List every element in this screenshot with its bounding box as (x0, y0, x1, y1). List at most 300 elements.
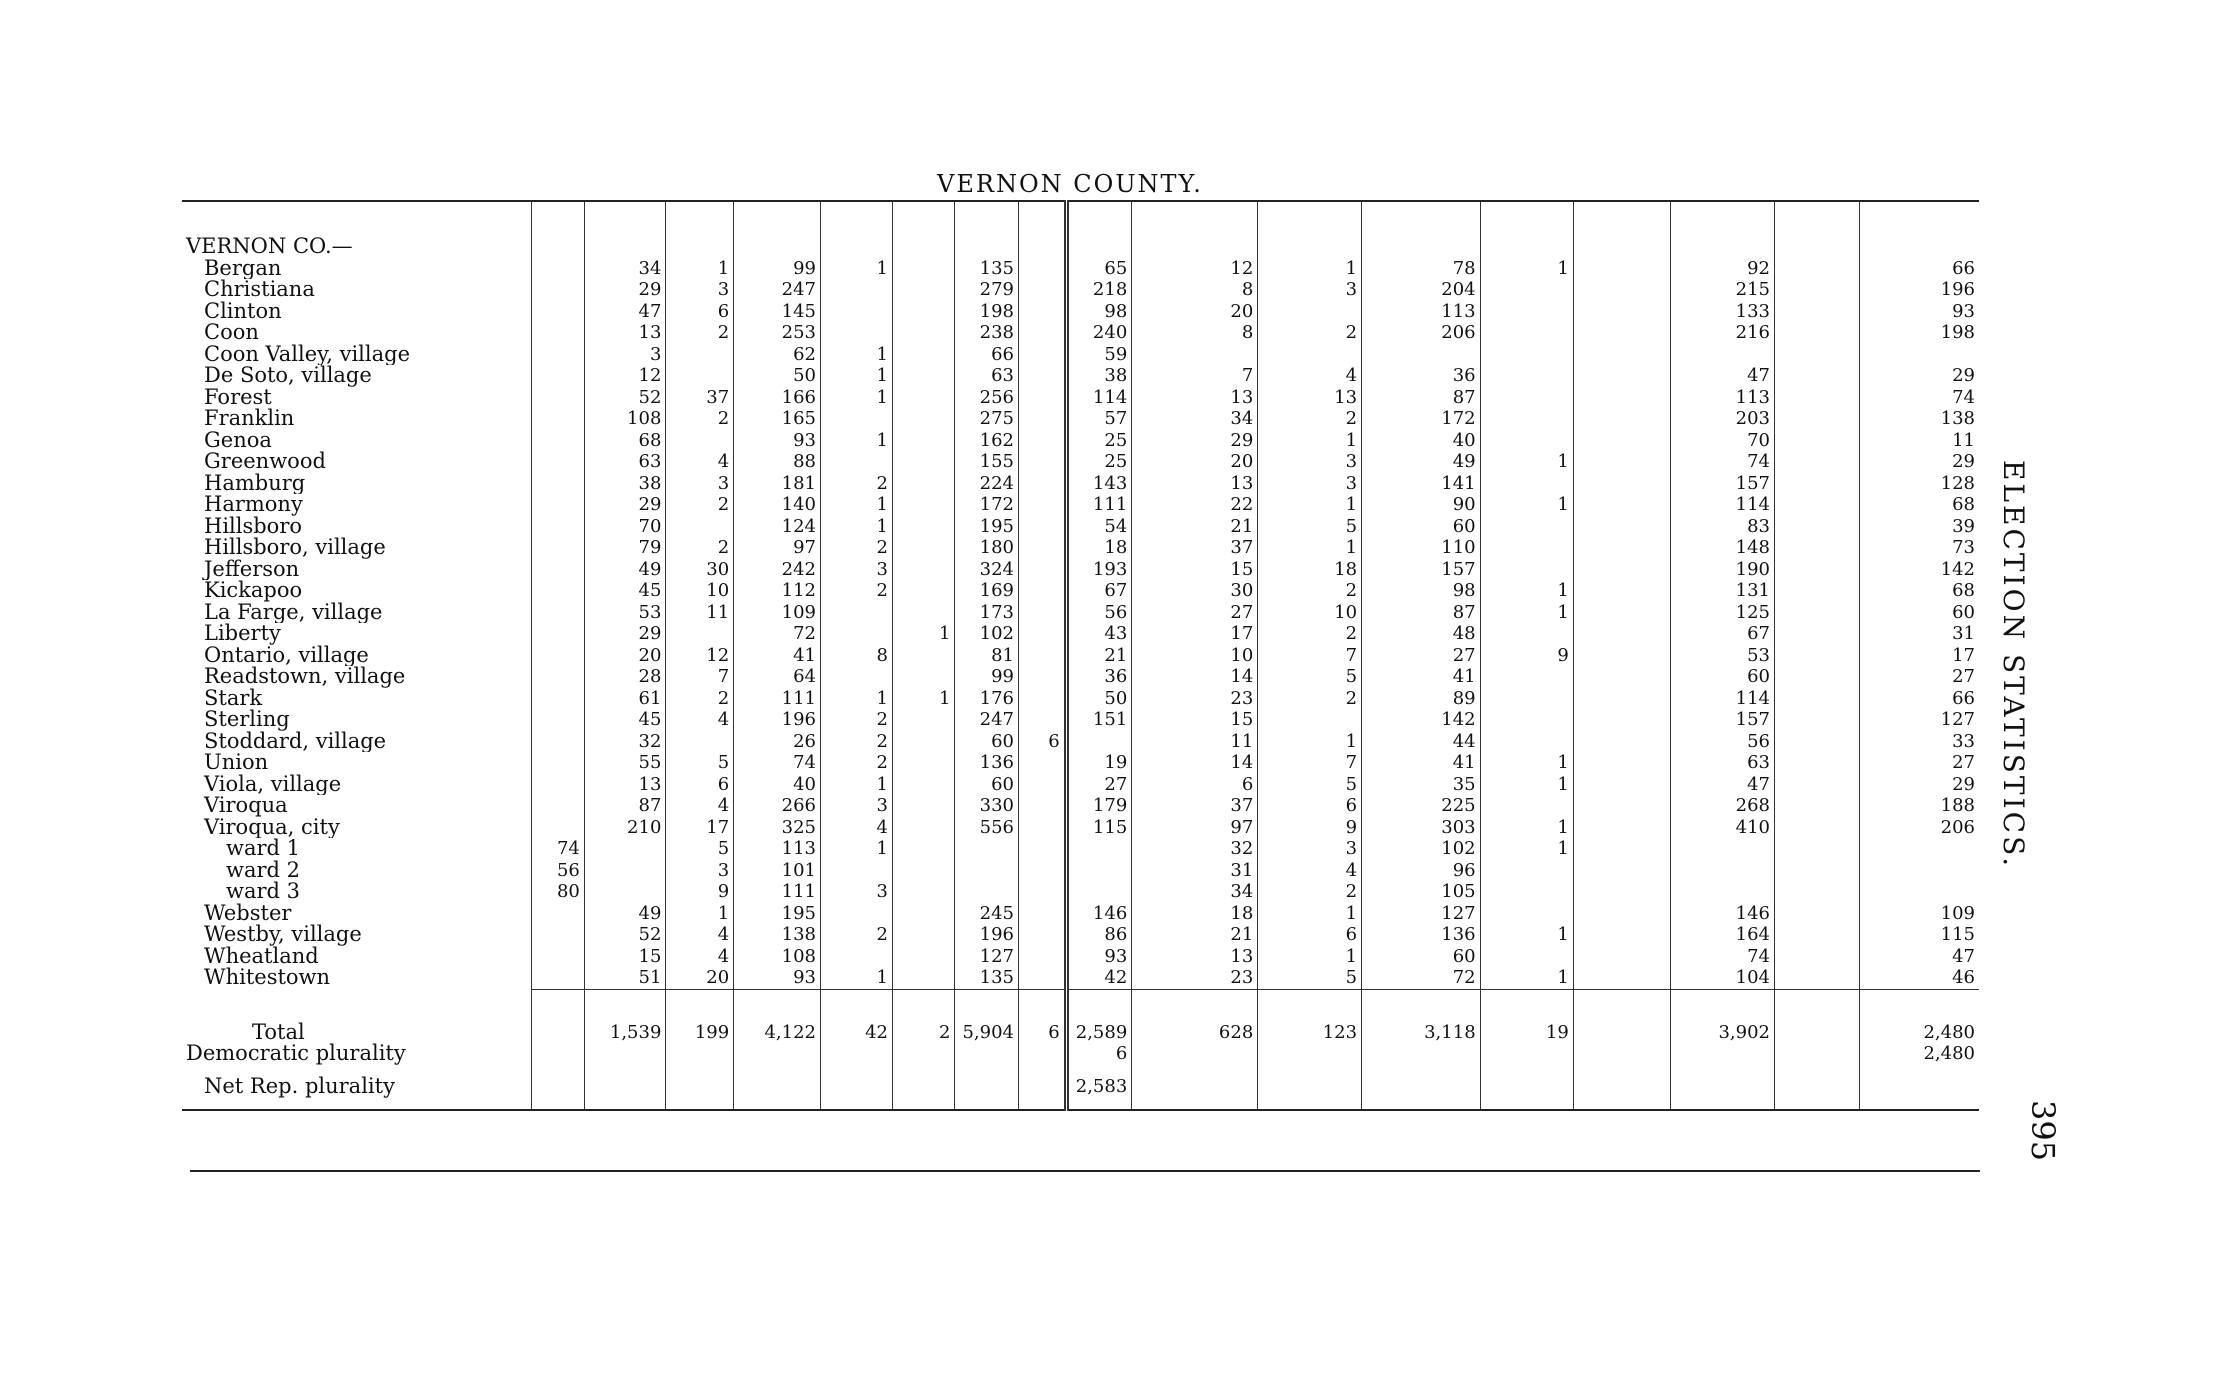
cell: 172 (1362, 408, 1481, 430)
cell: 102 (1362, 838, 1481, 860)
page-title: VERNON COUNTY. (937, 170, 1203, 198)
cell (666, 1065, 734, 1110)
cell (1774, 602, 1859, 624)
cell: 42 (1066, 967, 1132, 989)
cell: 41 (1362, 666, 1481, 688)
cell (1258, 1065, 1362, 1110)
cell: 12 (1132, 258, 1258, 280)
cell: 104 (1671, 967, 1775, 989)
cell (1019, 946, 1067, 968)
cell (1480, 903, 1573, 925)
cell (1066, 881, 1132, 903)
table-row (182, 279, 1979, 301)
table-row (182, 322, 1979, 344)
cell (1362, 1065, 1481, 1110)
cell: 14 (1132, 752, 1258, 774)
cell (893, 537, 955, 559)
cell: 49 (584, 559, 666, 581)
cell: 13 (1132, 946, 1258, 968)
row-label: Genoa (204, 429, 272, 451)
cell: 14 (1132, 666, 1258, 688)
cell: 74 (531, 838, 584, 860)
cell (1019, 881, 1067, 903)
cell (955, 881, 1019, 903)
cell: 111 (734, 688, 821, 710)
cell: 68 (1859, 580, 1979, 602)
cell (821, 1065, 893, 1110)
cell: 256 (955, 387, 1019, 409)
cell (584, 1065, 666, 1110)
table-row (182, 516, 1979, 538)
cell: 4 (1258, 365, 1362, 387)
cell: 1 (1480, 967, 1573, 989)
cell (1019, 924, 1067, 946)
row-label: ward 1 (226, 838, 301, 860)
cell (893, 602, 955, 624)
cell (1774, 838, 1859, 860)
cell (531, 946, 584, 968)
cell: 114 (1671, 494, 1775, 516)
cell: 21 (1132, 924, 1258, 946)
row-label: Jefferson (204, 558, 300, 580)
cell: 135 (955, 967, 1019, 989)
table-row (182, 301, 1979, 323)
cell (531, 752, 584, 774)
cell: 112 (734, 580, 821, 602)
cell: 176 (955, 688, 1019, 710)
cell (1859, 860, 1979, 882)
cell: 30 (666, 559, 734, 581)
cell: 7 (1258, 752, 1362, 774)
cell: 218 (1066, 279, 1132, 301)
cell (893, 924, 955, 946)
cell: 36 (1066, 666, 1132, 688)
cell (1132, 344, 1258, 366)
cell (584, 1043, 666, 1065)
row-label: Hillsboro (204, 515, 303, 537)
cell (1480, 881, 1573, 903)
row-label: Franklin (204, 408, 295, 430)
cell (1573, 817, 1670, 839)
cell (584, 860, 666, 882)
cell: 23 (1132, 688, 1258, 710)
cell: 43 (1066, 623, 1132, 645)
cell: 47 (1671, 774, 1775, 796)
cell: 247 (955, 709, 1019, 731)
cell: 105 (1362, 881, 1481, 903)
cell: 17 (1132, 623, 1258, 645)
cell: 127 (1859, 709, 1979, 731)
cell: 2 (821, 537, 893, 559)
cell: 4,122 (734, 1008, 821, 1044)
cell: 2 (1258, 580, 1362, 602)
cell: 15 (1132, 559, 1258, 581)
cell: 68 (584, 430, 666, 452)
cell (1671, 838, 1775, 860)
cell (1774, 817, 1859, 839)
cell: 303 (1362, 817, 1481, 839)
cell: 1 (821, 967, 893, 989)
cell: 206 (1859, 817, 1979, 839)
cell: 63 (1671, 752, 1775, 774)
cell: 628 (1132, 1008, 1258, 1044)
rule-cell (1480, 989, 1573, 1008)
cell (893, 430, 955, 452)
cell (893, 838, 955, 860)
cell: 93 (734, 430, 821, 452)
cell (531, 301, 584, 323)
cell: 37 (1132, 537, 1258, 559)
cell: 83 (1671, 516, 1775, 538)
cell: 1 (1480, 774, 1573, 796)
cell: 268 (1671, 795, 1775, 817)
cell (1573, 838, 1670, 860)
cell (666, 344, 734, 366)
rule-cell (1258, 989, 1362, 1008)
row-label: Total (252, 1019, 305, 1043)
rule-cell (734, 989, 821, 1008)
cell: 47 (1671, 365, 1775, 387)
cell: 99 (955, 666, 1019, 688)
cell: 93 (1066, 946, 1132, 968)
cell (531, 559, 584, 581)
cell: 64 (734, 666, 821, 688)
cell: 4 (666, 709, 734, 731)
cell: 97 (1132, 817, 1258, 839)
cell (1258, 344, 1362, 366)
cell (1573, 537, 1670, 559)
cell (821, 903, 893, 925)
cell (531, 494, 584, 516)
cell: 15 (1132, 709, 1258, 731)
cell (1774, 537, 1859, 559)
cell (1573, 924, 1670, 946)
cell: 31 (1132, 860, 1258, 882)
cell (893, 516, 955, 538)
table-row (182, 451, 1979, 473)
cell: 70 (584, 516, 666, 538)
cell: 13 (584, 322, 666, 344)
cell (893, 774, 955, 796)
cell: 5,904 (955, 1008, 1019, 1044)
cell: 5 (1258, 666, 1362, 688)
cell (1019, 623, 1067, 645)
cell: 93 (1859, 301, 1979, 323)
cell (1066, 860, 1132, 882)
cell: 50 (734, 365, 821, 387)
cell: 57 (1066, 408, 1132, 430)
cell (1019, 752, 1067, 774)
cell: 60 (955, 731, 1019, 753)
rule-cell (1859, 989, 1979, 1008)
side-title: ELECTION STATISTICS. (1997, 460, 2030, 870)
cell: 3 (666, 860, 734, 882)
cell: 146 (1066, 903, 1132, 925)
cell: 7 (1132, 365, 1258, 387)
bottom-rule (190, 1170, 1980, 1172)
cell (1019, 430, 1067, 452)
cell: 7 (666, 666, 734, 688)
cell: 63 (955, 365, 1019, 387)
cell (821, 408, 893, 430)
cell: 133 (1671, 301, 1775, 323)
cell (531, 1043, 584, 1065)
cell: 275 (955, 408, 1019, 430)
cell: 1 (1480, 817, 1573, 839)
cell: 68 (1859, 494, 1979, 516)
cell (821, 623, 893, 645)
cell (955, 1043, 1019, 1065)
cell: 15 (584, 946, 666, 968)
cell: 138 (734, 924, 821, 946)
cell: 2,583 (1066, 1065, 1132, 1110)
cell (1019, 516, 1067, 538)
cell: 2 (1258, 881, 1362, 903)
cell: 80 (531, 881, 584, 903)
row-label: Viroqua (204, 795, 288, 817)
cell (893, 1065, 955, 1110)
cell (531, 774, 584, 796)
row-label: Viroqua, city (204, 816, 340, 838)
cell (1573, 752, 1670, 774)
cell (893, 860, 955, 882)
row-label: Bergan (204, 257, 282, 279)
row-label: Whitestown (204, 967, 331, 989)
cell: 5 (1258, 774, 1362, 796)
cell: 32 (584, 731, 666, 753)
row-label: Greenwood (204, 451, 326, 473)
cell: 2 (821, 709, 893, 731)
cell (1019, 688, 1067, 710)
cell (1480, 387, 1573, 409)
row-label: Clinton (204, 300, 282, 322)
cell (1774, 387, 1859, 409)
cell (893, 817, 955, 839)
cell: 204 (1362, 279, 1481, 301)
cell: 20 (1132, 301, 1258, 323)
cell: 10 (1132, 645, 1258, 667)
table-row (182, 408, 1979, 430)
cell (1019, 645, 1067, 667)
cell (1774, 860, 1859, 882)
cell: 131 (1671, 580, 1775, 602)
table-row (182, 666, 1979, 688)
cell (1019, 279, 1067, 301)
cell: 4 (666, 451, 734, 473)
row-label: Liberty (204, 623, 281, 645)
cell: 155 (955, 451, 1019, 473)
cell (1774, 301, 1859, 323)
cell: 20 (666, 967, 734, 989)
cell (1019, 387, 1067, 409)
cell (1480, 408, 1573, 430)
table-row (182, 752, 1979, 774)
cell: 27 (1066, 774, 1132, 796)
cell: 113 (1362, 301, 1481, 323)
cell (1573, 860, 1670, 882)
row-label: Ontario, village (204, 644, 369, 666)
cell: 70 (1671, 430, 1775, 452)
row-label: Christiana (204, 279, 315, 301)
cell (1573, 881, 1670, 903)
cell (893, 1043, 955, 1065)
cell: 74 (734, 752, 821, 774)
cell (1480, 795, 1573, 817)
cell (1480, 709, 1573, 731)
cell: 38 (1066, 365, 1132, 387)
cell: 12 (584, 365, 666, 387)
cell: 60 (1362, 516, 1481, 538)
cell (821, 946, 893, 968)
cell: 142 (1362, 709, 1481, 731)
cell: 3 (584, 344, 666, 366)
cell (1573, 258, 1670, 280)
cell (1774, 559, 1859, 581)
table-row (182, 774, 1979, 796)
total-row (182, 1008, 1979, 1044)
cell (1774, 258, 1859, 280)
cell: 39 (1859, 516, 1979, 538)
cell: 40 (734, 774, 821, 796)
cell (734, 1065, 821, 1110)
cell (1573, 688, 1670, 710)
table-row (182, 645, 1979, 667)
cell (1859, 838, 1979, 860)
cell (1019, 860, 1067, 882)
cell (1480, 473, 1573, 495)
cell (1019, 774, 1067, 796)
cell: 29 (1132, 430, 1258, 452)
cell: 87 (1362, 602, 1481, 624)
cell (821, 666, 893, 688)
cell: 210 (584, 817, 666, 839)
cell: 2 (1258, 322, 1362, 344)
cell: 65 (1066, 258, 1132, 280)
row-label: Hamburg (204, 472, 306, 494)
cell (666, 1043, 734, 1065)
cell: 86 (1066, 924, 1132, 946)
cell (1573, 795, 1670, 817)
cell: 410 (1671, 817, 1775, 839)
cell: 195 (955, 516, 1019, 538)
cell: 60 (1859, 602, 1979, 624)
cell (1573, 322, 1670, 344)
cell: 198 (1859, 322, 1979, 344)
cell (1019, 365, 1067, 387)
cell (1774, 473, 1859, 495)
cell: 9 (1480, 645, 1573, 667)
cell: 215 (1671, 279, 1775, 301)
cell: 21 (1066, 645, 1132, 667)
cell: 128 (1859, 473, 1979, 495)
row-label: Wheatland (204, 945, 319, 967)
cell (821, 279, 893, 301)
cell: 9 (666, 881, 734, 903)
cell (821, 602, 893, 624)
cell (893, 387, 955, 409)
rule-cell (1066, 989, 1132, 1008)
cell (531, 322, 584, 344)
cell (666, 516, 734, 538)
cell: 97 (734, 537, 821, 559)
cell (1774, 430, 1859, 452)
cell: 49 (1362, 451, 1481, 473)
cell (1774, 1065, 1859, 1110)
rule-cell (821, 989, 893, 1008)
cell (1671, 344, 1775, 366)
cell (821, 301, 893, 323)
table-row (182, 387, 1979, 409)
cell: 47 (1859, 946, 1979, 968)
row-label: Coon Valley, village (204, 343, 411, 365)
cell: 138 (1859, 408, 1979, 430)
cell: 247 (734, 279, 821, 301)
cell: 166 (734, 387, 821, 409)
cell: 3 (821, 881, 893, 903)
cell: 35 (1362, 774, 1481, 796)
rule-cell (1573, 989, 1670, 1008)
cell (531, 602, 584, 624)
cell: 34 (1132, 408, 1258, 430)
cell: 240 (1066, 322, 1132, 344)
cell (893, 258, 955, 280)
cell: 2 (666, 408, 734, 430)
cell: 1 (1258, 430, 1362, 452)
cell (531, 258, 584, 280)
cell: 25 (1066, 430, 1132, 452)
cell: 72 (1362, 967, 1481, 989)
row-label: Westby, village (204, 924, 362, 946)
cell: 4 (1258, 860, 1362, 882)
cell: 13 (584, 774, 666, 796)
cell: 98 (1066, 301, 1132, 323)
cell (1774, 774, 1859, 796)
row-label: Sterling (204, 709, 290, 731)
cell (531, 451, 584, 473)
cell (1774, 709, 1859, 731)
cell (1573, 494, 1670, 516)
cell (666, 623, 734, 645)
section-heading-row (182, 236, 1979, 258)
table-row (182, 967, 1979, 989)
cell (893, 709, 955, 731)
cell: 245 (955, 903, 1019, 925)
cell (1019, 344, 1067, 366)
cell: 54 (1066, 516, 1132, 538)
cell: 224 (955, 473, 1019, 495)
cell: 110 (1362, 537, 1481, 559)
cell: 27 (1132, 602, 1258, 624)
cell (1774, 322, 1859, 344)
cell (531, 645, 584, 667)
cell: 79 (584, 537, 666, 559)
cell: 2 (1258, 408, 1362, 430)
cell (893, 580, 955, 602)
cell: 3 (821, 795, 893, 817)
cell (893, 322, 955, 344)
cell: 1,539 (584, 1008, 666, 1044)
cell (531, 1008, 584, 1044)
cell: 2 (893, 1008, 955, 1044)
cell: 1 (821, 494, 893, 516)
cell: 198 (955, 301, 1019, 323)
cell (1258, 301, 1362, 323)
cell: 20 (584, 645, 666, 667)
cell: 29 (1859, 774, 1979, 796)
table-row (182, 623, 1979, 645)
cell (1774, 924, 1859, 946)
cell: 37 (1132, 795, 1258, 817)
